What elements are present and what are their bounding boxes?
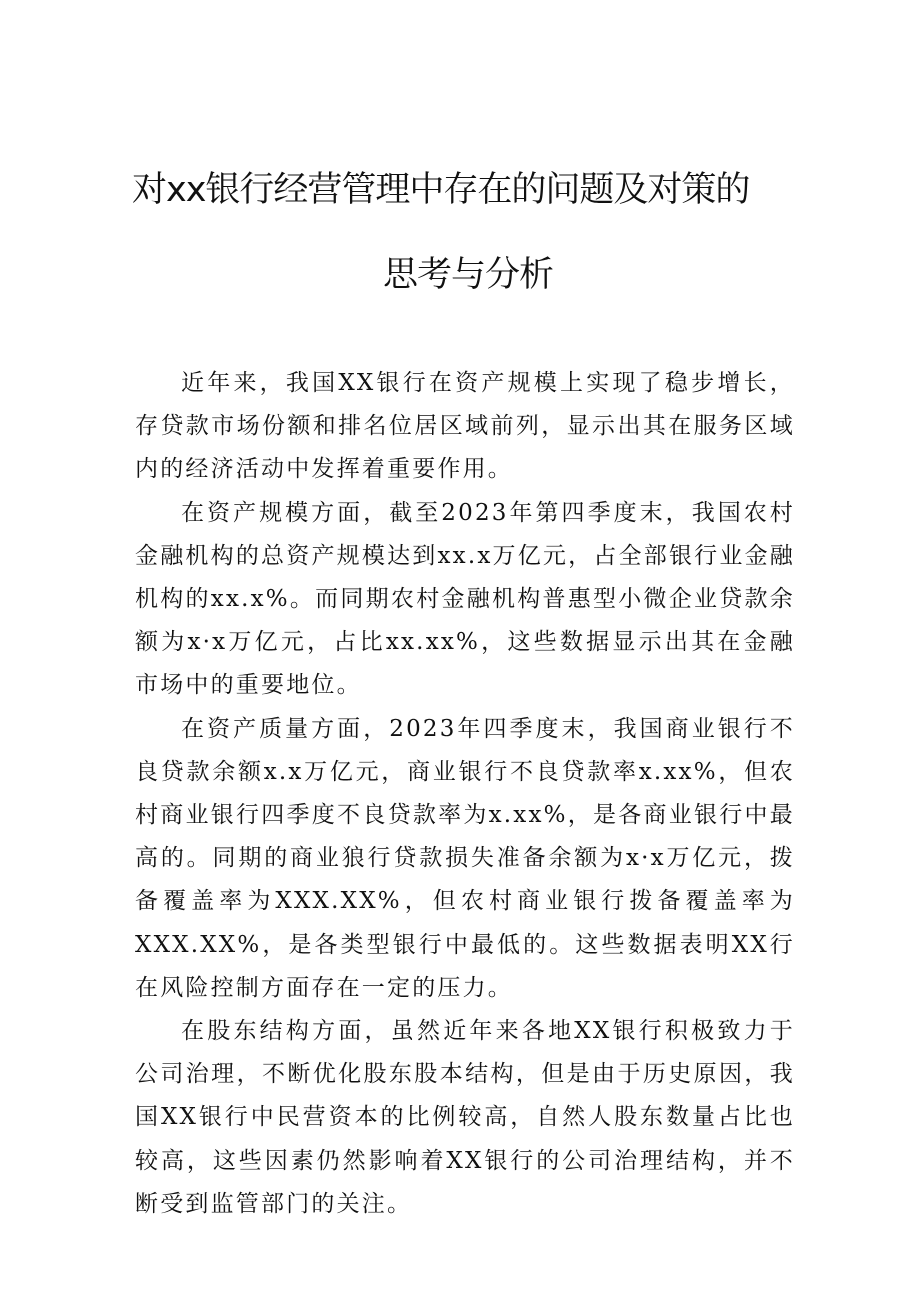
paragraph-shareholder-structure: 在股东结构方面，虽然近年来各地XX银行积极致力于公司治理，不断优化股东股本结构，但是由于历史原因，我国XX银行中民营资本的比例较高，自然人股东数量占比也较高，这些因素仍然影响着XX银行的公司治理结构，并不断受到监管部门的关注。 bbox=[135, 1018, 795, 1217]
document-title-line-2: 思考与分析 bbox=[383, 255, 554, 295]
paragraph-asset-quality: 在资产质量方面，2023年四季度末，我国商业银行不良贷款余额x.x万亿元，商业银行不良贷款率x.xx%，但农村商业银行四季度不良贷款率为x.xx%，是各商业银行中最高的。同期的商业狼行贷款损失准备余额为x·x万亿元，拨备覆盖率为XXX.XX%，但农村商业银行拨备覆盖率为XXX.XX%，是各类型银行中最低的。这些数据表明XX行在风险控制方面存在一定的压力。 bbox=[135, 715, 795, 1001]
document-title-line-1: 对xx银行经营管理中存在的问题及对策的 bbox=[132, 170, 750, 210]
paragraph-intro: 近年来，我国XX银行在资产规模上实现了稳步增长，存贷款市场份额和排名位居区域前列，显示出其在服务区域内的经济活动中发挥着重要作用。 bbox=[135, 370, 795, 483]
paragraph-asset-scale: 在资产规模方面，截至2023年第四季度末，我国农村金融机构的总资产规模达到xx.x万亿元，占全部银行业金融机构的xx.x%。而同期农村金融机构普惠型小微企业贷款余额为x·x万亿元，占比xx.xx%，这些数据显示出其在金融市场中的重要地位。 bbox=[135, 499, 795, 699]
document-body bbox=[135, 362, 795, 1226]
